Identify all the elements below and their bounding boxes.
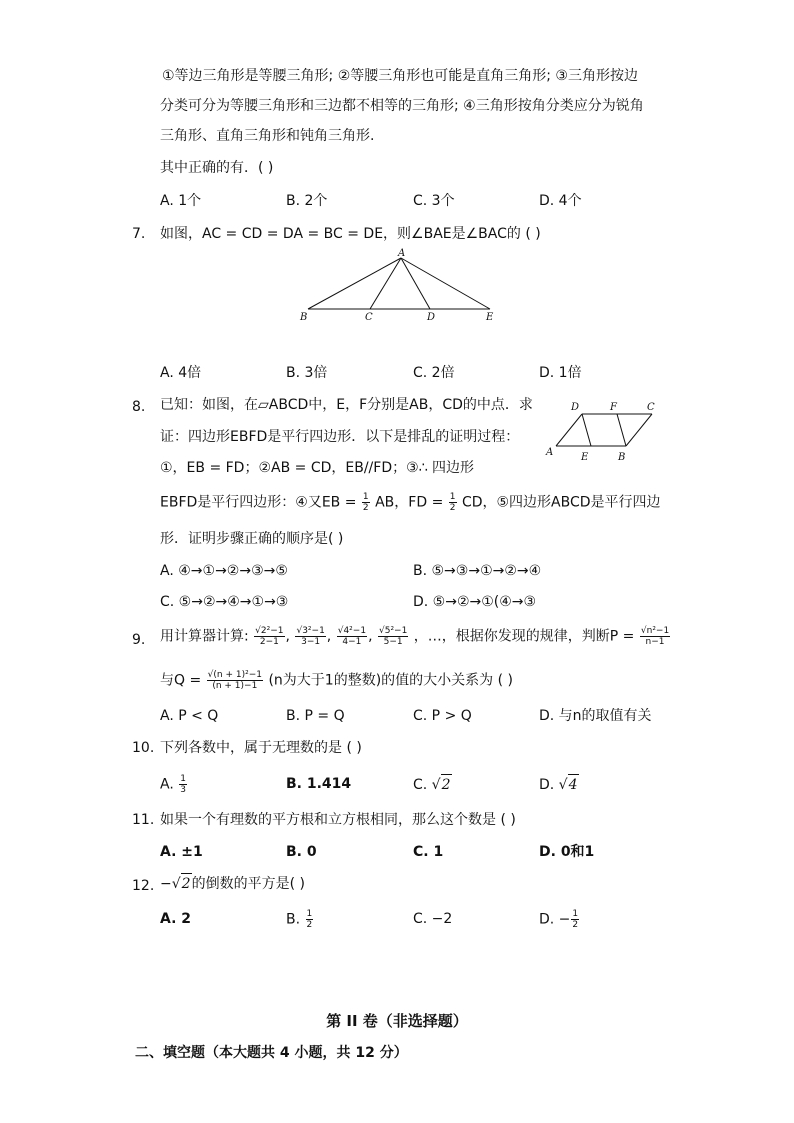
q8-number: 8. (132, 399, 146, 415)
q7-label-d: D (427, 312, 436, 323)
q11-option-c[interactable]: C. 1 (413, 844, 444, 860)
q10-option-a-fraction: $\frac{1}{3}$ (180, 774, 186, 795)
q11-option-a[interactable]: A. ±1 (160, 844, 203, 860)
q10-option-a[interactable]: A. $\frac{1}{3}$ (160, 774, 186, 795)
q8-half-fraction-1: $\frac{1}{2}$ (362, 492, 369, 513)
q7-label-a: A (398, 248, 406, 259)
q8-option-d[interactable]: D. ⑤→②→①(④→③ (413, 594, 537, 610)
q6-option-a[interactable]: A. 1个 (160, 193, 202, 209)
q8-parallelogram-figure (540, 396, 666, 464)
q12-option-b-fraction: $\frac{1}{2}$ (306, 909, 313, 930)
q8-line4-part1: EBFD是平行四边形：④又EB = (160, 494, 357, 511)
q12-option-a[interactable]: A. 2 (160, 911, 192, 927)
q9-option-a[interactable]: A. P < Q (160, 708, 219, 724)
q9-number: 9. (132, 632, 146, 648)
q8-stem-line5: 形．证明步骤正确的顺序是( ) (160, 531, 344, 547)
q11-option-d[interactable]: D. 0和1 (539, 844, 595, 860)
q10-option-d[interactable]: D. √4 (539, 774, 579, 795)
q12-option-c[interactable]: C. −2 (413, 911, 453, 927)
q9-mid-text: ，…，根据你发现的规律，判断P = (413, 628, 635, 645)
q12-number: 12. (132, 878, 155, 894)
q10-option-c[interactable]: C. √2 (413, 774, 452, 795)
q10-stem: 下列各数中，属于无理数的是 ( ) (160, 740, 362, 756)
q8-stem-line3: ①，EB = FD；②AB = CD，EB//FD；③∴ 四边形 (160, 460, 475, 476)
q6-statement-line3: 三角形、直角三角形和钝角三角形. (160, 128, 375, 144)
q9-option-d[interactable]: D. 与n的取值有关 (539, 708, 652, 724)
q7-label-e: E (486, 312, 494, 323)
q7-stem: 如图，AC = CD = DA = BC = DE，则∠BAE是∠BAC的 ( ) (160, 226, 541, 242)
q8-line4-part2: AB，FD = (375, 494, 444, 511)
q6-option-b[interactable]: B. 2个 (286, 193, 328, 209)
q9-stem-line2 (160, 670, 513, 691)
q8-line4-part3: CD，⑤四边形ABCD是平行四边 (461, 494, 661, 511)
q8-half-fraction-2: $\frac{1}{2}$ (449, 492, 456, 513)
q7-label-b: B (300, 312, 308, 323)
q12-stem-radicand: 2 (181, 873, 192, 894)
q8-stem-line4 (160, 492, 661, 513)
q6-prompt: 其中正确的有．( ) (160, 160, 274, 176)
q9-q-fraction: $\frac{\text{√(n + 1)²−1}}{(n + 1)-1}$ (207, 670, 262, 691)
q10-option-d-radicand: 4 (568, 774, 579, 795)
q6-option-c[interactable]: C. 3个 (413, 193, 455, 209)
q9-option-b[interactable]: B. P = Q (286, 708, 345, 724)
q10-option-c-radicand: 2 (441, 774, 452, 795)
q9-p-fraction: $\frac{\text{√n²−1}}{n-1}$ (640, 626, 670, 647)
q8-label-c: C (647, 402, 655, 413)
q9-fraction-1: $\frac{\text{√2²−1}}{2-1}$ (255, 626, 284, 647)
q10-option-b[interactable]: B. 1.414 (286, 776, 352, 792)
q10-number: 10. (132, 740, 155, 756)
q8-stem-line2: 证：四边形EBFD是平行四边形．以下是排乱的证明过程： (160, 429, 520, 445)
q12-option-d[interactable]: D. − $\frac{1}{2}$ (539, 909, 579, 930)
q8-label-a: A (546, 447, 554, 458)
q9-fraction-2: $\frac{\text{√3²−1}}{3-1}$ (296, 626, 325, 647)
part2-title: 第 II 卷（非选择题） (326, 1012, 468, 1030)
q7-triangle-figure (290, 246, 510, 326)
q9-option-c[interactable]: C. P > Q (413, 708, 472, 724)
q6-statement-line1: ①等边三角形是等腰三角形; ②等腰三角形也可能是直角三角形; ③三角形按边 (162, 68, 638, 84)
q11-stem: 如果一个有理数的平方根和立方根相同，那么这个数是 ( ) (160, 812, 516, 828)
q7-option-b[interactable]: B. 3倍 (286, 365, 328, 381)
q8-label-f: F (610, 402, 617, 413)
q9-stem-line1: 用计算器计算: $\frac{\text{√2²−1}}{2-1}$ , $\frac{\text{√3²−1}}{3-1}$ , $\frac{\text{√4²−1}}{4-1}$ , $\frac{\text{√5²−1}}{5-1}$ ，…，根据你发现的规律，判断P = $\frac{\text{√n²−1}}{n-1}$ (160, 626, 670, 647)
q6-statement-line2: 分类可分为等腰三角形和三边都不相等的三角形; ④三角形按角分类应分为锐角 (160, 98, 644, 114)
q8-label-e: E (581, 452, 589, 463)
q12-stem: −√2的倒数的平方是( ) (160, 873, 305, 894)
q7-option-a[interactable]: A. 4倍 (160, 365, 202, 381)
q9-line2-part2: (n为大于1的整数)的值的大小关系为 ( ) (268, 672, 513, 689)
q8-option-c[interactable]: C. ⑤→②→④→①→③ (160, 594, 289, 610)
q8-stem-line1: 已知：如图，在▱ABCD中，E，F分别是AB，CD的中点．求 (160, 397, 533, 413)
q6-option-d[interactable]: D. 4个 (539, 193, 582, 209)
section-fill-in-heading: 二、填空题（本大题共 4 小题，共 12 分） (135, 1045, 408, 1061)
q9-fraction-3: $\frac{\text{√4²−1}}{4-1}$ (337, 626, 367, 647)
q9-fraction-4: $\frac{\text{√5²−1}}{5-1}$ (378, 626, 408, 647)
q9-line2-part1: 与Q = (160, 672, 202, 689)
q12-option-b[interactable]: B. $\frac{1}{2}$ (286, 909, 313, 930)
q7-option-c[interactable]: C. 2倍 (413, 365, 455, 381)
q12-option-d-fraction: $\frac{1}{2}$ (572, 909, 579, 930)
q8-label-d: D (571, 402, 580, 413)
q8-option-b[interactable]: B. ⑤→③→①→②→④ (413, 563, 542, 579)
q8-label-b: B (618, 452, 626, 463)
q11-number: 11. (132, 812, 155, 828)
q9-lead: 用计算器计算: (160, 628, 249, 645)
q7-label-c: C (365, 312, 373, 323)
q11-option-b[interactable]: B. 0 (286, 844, 317, 860)
q7-option-d[interactable]: D. 1倍 (539, 365, 582, 381)
q7-number: 7. (132, 226, 146, 242)
q8-option-a[interactable]: A. ④→①→②→③→⑤ (160, 563, 288, 579)
